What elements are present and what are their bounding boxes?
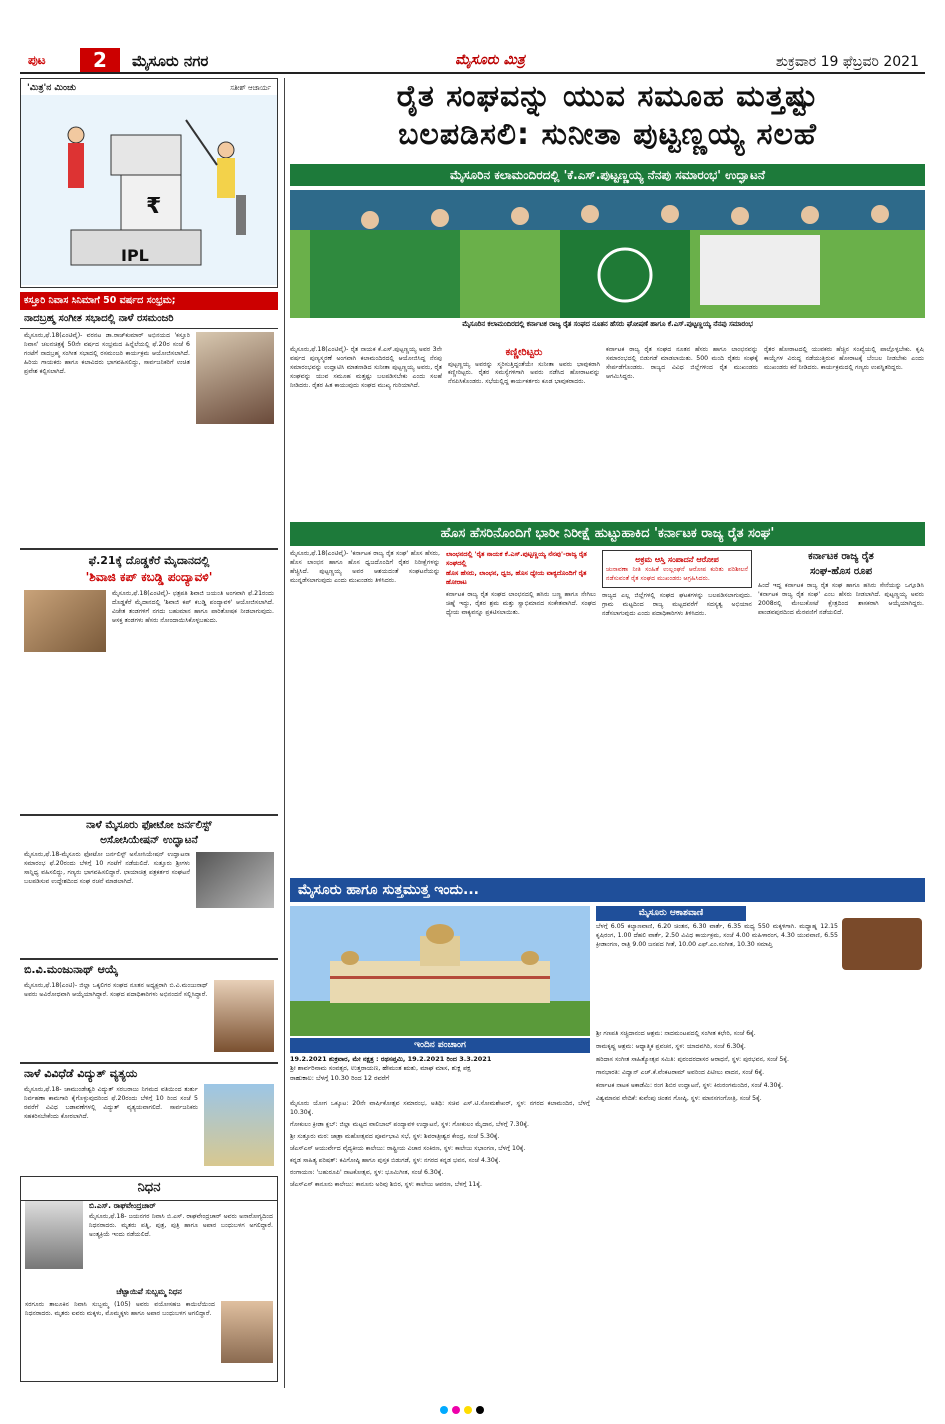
radio-body: ಬೆಳಗ್ಗೆ 6.05 ಕಲ್ಯಾಣವಾಣಿ, 6.20 ಚಿಂತನ, 6.30 ವಾರ್ತೆ, 6.35 ಮಧ್ಯ 550 ಮಕ್ಕಳಿಗಾಗಿ. ಮಧ್ಯಾಹ್ನ 12.15 ಕೃಷಿರಂಗ, 1.00 ದೆಹಲಿ ವಾರ್ತೆ, 2.50 ವಿವಿಧ ಕಾರ್ಯಕ್ರಮ, ಸಂಜೆ 4.00 ಮಹಿಳಾರಂಗ, 4.30 ಯುವವಾಣಿ, 6.55 ಕ್ರೀಡಾಂಗಣ, ರಾತ್ರಿ 9.00 ಜನಪದ ಗೀತೆ, 10.00 ಎಫ್.ಎಂ.ಸಂಗೀತ, 10.30 ಸಮಾಪ್ತಿ [596,923,838,949]
radio-box [596,906,924,1024]
lead-photo [290,190,925,318]
manjunath-photo [214,980,274,1052]
radio-title: ಮೈಸೂರು ಆಕಾಶವಾಣಿ [596,906,746,921]
obituary-body-2: ಸರಗೂರು ತಾಲೂಕಿನ ನಿವಾಸಿ ಸುಬ್ಬಮ್ಮ (105) ಅವರು ವಯೋಸಹಜ ಕಾಯಿಲೆಯಿಂದ ನಿಧನರಾದರು. ಮೃತರು ಐವರು ಮಕ್ಕಳು, ಮೊಮ್ಮಕ್ಕಳು ಹಾಗೂ ಅಪಾರ ಬಂಧುಬಳಗ ಅಗಲಿದ್ದಾರೆ. [25,1301,215,1317]
listing-item: ರಾಮಕೃಷ್ಣ ಆಶ್ರಮ: ಆಧ್ಯಾತ್ಮಿಕ ಪ್ರವಚನ, ಸ್ಥಳ: ಯಾದವಗಿರಿ, ಸಂಜೆ 6.30ಕ್ಕೆ. [596,1042,746,1050]
page-header [20,48,925,74]
lead-photo-caption: ಮೈಸೂರಿನ ಕಲಾಮಂದಿರದಲ್ಲಿ ಕರ್ನಾಟಕ ರಾಜ್ಯ ರೈತ ಸಂಘದ ನೂತನ ಹೆಸರು ಘೋಷಣೆ ಹಾಗೂ ಕೆ.ಎಸ್.ಪುಟ್ಟಣ್ಣಯ್ಯ ನೆನಪು ಸಮಾರಂಭ [462,320,753,328]
listing-item: ಜೆಎಸ್‌ಎಸ್ ಆಯುರ್ವೇದ ವೈದ್ಯಕೀಯ ಕಾಲೇಜು: ರಾಷ್ಟ್ರೀಯ ವಿಚಾರ ಸಂಕಿರಣ, ಸ್ಥಳ: ಕಾಲೇಜು ಸಭಾಂಗಣ, ಬೆಳಗ್ಗೆ 10ಕ್ಕೆ. [290,1144,526,1152]
sangha-col2 [446,550,596,872]
manjunath-headline: ಬಿ.ವಿ.ಮಂಜುನಾಥ್ ಆಯ್ಕೆ [24,963,119,976]
power-tower-photo [204,1084,274,1166]
listings-intro: ಮೈಸೂರು ಯೋಗ ಒಕ್ಕೂಟ: 20ನೇ ವಾರ್ಷಿಕೋತ್ಸವ ಸಮಾರಂಭ, ಅತಿಥಿ: ಸಚಿವ ಎಸ್.ಟಿ.ಸೋಮಶೇಖರ್, ಸ್ಥಳ: ನಗರದ ಕಲಾಮಂದಿರ, ಬೆಳಗ್ಗೆ 10.30ಕ್ಕೆ. [290,1100,590,1116]
column-rule [284,78,285,1388]
registration-dot [476,1406,484,1414]
panchanga-line-1: 19.2.2021 ಶುಕ್ರವಾರ, ಮೇ ನಕ್ಷತ್ರ : ರಥಸಪ್ತಮಿ, 19.2.2021 ರಿಂದ 3.3.2021 [290,1055,492,1064]
page-label: ಪುಟ [28,53,46,67]
sangha-alert-box [602,550,752,588]
kabaddi-body: ಮೈಸೂರು,ಫೆ.18(ಎಂಟಿವೈ)- ಛತ್ರಪತಿ ಶಿವಾಜಿ ಜಯಂತಿ ಅಂಗವಾಗಿ ಫೆ.21ರಂದು ದೊಡ್ಡಕೆರೆ ಮೈದಾನದಲ್ಲಿ 'ಶಿವಾಜಿ ಕಪ್ ಕಬಡ್ಡಿ ಪಂದ್ಯಾವಳಿ' ಆಯೋಜಿಸಲಾಗಿದೆ. ವಿಜೇತ ತಂಡಗಳಿಗೆ ನಗದು ಬಹುಮಾನ ಹಾಗೂ ಪಾರಿತೋಷಕ ನೀಡಲಾಗುವುದು. ಆಸಕ್ತ ತಂಡಗಳು ಹೆಸರು ನೋಂದಾಯಿಸಿಕೊಳ್ಳಬಹುದು. [112,590,274,625]
lead-body-col1: ಮೈಸೂರು,ಫೆ.18(ಎಂಟಿವೈ)- ರೈತ ನಾಯಕ ಕೆ.ಎಸ್.ಪುಟ್ಟಣ್ಣಯ್ಯ ಅವರ 3ನೇ ವರ್ಷದ ಪುಣ್ಯಸ್ಮರಣೆ ಅಂಗವಾಗಿ ಕಲಾಮಂದಿರದಲ್ಲಿ ಆಯೋಜಿಸಿದ್ದ ನೆನಪು ಸಮಾರಂಭವನ್ನು ಉದ್ಘಾಟಿಸಿ ಮಾತನಾಡಿದ ಸುನೀತಾ ಪುಟ್ಟಣ್ಣಯ್ಯ ಅವರು, ರೈತ ಸಂಘವನ್ನು ಯುವ ಸಮೂಹ ಮತ್ತಷ್ಟು ಬಲಪಡಿಸಬೇಕು ಎಂದು ಸಲಹೆ ನೀಡಿದರು. ರೈತರ ಹಿತ ಕಾಯುವುದು ಸಂಘದ ಮುಖ್ಯ ಗುರಿಯಾಗಿದೆ. [290,346,442,389]
listing-item: ಕರ್ನಾಟಕ ನಾಟಕ ಅಕಾಡೆಮಿ: ರಂಗ ಶಿಬಿರ ಉದ್ಘಾಟನೆ, ಸ್ಥಳ: ಕಿರುರಂಗಮಂದಿರ, ಸಂಜೆ 4.30ಕ್ಕೆ. [596,1081,784,1089]
radio-icon [842,918,922,970]
listing-item: ಶ್ರೀ ಸುತ್ತೂರು ಮಠ: ಜಾತ್ರಾ ಮಹೋತ್ಸವದ ಪೂರ್ವಭಾವಿ ಸಭೆ, ಸ್ಥಳ: ಶಿವರಾತ್ರೀಶ್ವರ ಕೇಂದ್ರ, ಸಂಜೆ 5.30ಕ್ಕೆ. [290,1132,500,1140]
cartoon-artist: ಸತೀಶ್ ಆಚಾರ್ಯ [230,84,271,92]
lead-subhead: ಮೈಸೂರಿನ ಕಲಾಮಂದಿರದಲ್ಲಿ 'ಕೆ.ಎಸ್.ಪುಟ್ಟಣ್ಣಯ್ಯ ನೆನಪು ಸಮಾರಂಭ' ಉದ್ಘಾಟನೆ [290,164,925,186]
lead-photo-illustration [290,190,925,318]
obituary-section [20,1176,278,1382]
today-banner: ಮೈಸೂರು ಹಾಗೂ ಸುತ್ತಮುತ್ತ ಇಂದು... [290,878,925,902]
cartoon-label: IPL [121,246,149,265]
listings-right [596,1030,924,1386]
sangha-banner: ಹೊಸ ಹೆಸರಿನೊಂದಿಗೆ ಭಾರೀ ನಿರೀಕ್ಷೆ ಹುಟ್ಟುಹಾಕಿದ 'ಕರ್ನಾಟಕ ರಾಜ್ಯ ರೈತ ಸಂಘ' [290,522,925,546]
lead-body-col3: ಕರ್ನಾಟಕ ರಾಜ್ಯ ರೈತ ಸಂಘದ ನೂತನ ಹೆಸರು ಹಾಗೂ ಲಾಂಛನವನ್ನು ಸಮಾರಂಭದಲ್ಲಿ ಬಿಡುಗಡೆ ಮಾಡಲಾಯಿತು. 500 ಮಂದಿ ರೈತರು ಸಂಘಕ್ಕೆ ಸೇರ್ಪಡೆಗೊಂಡರು. ರಾಜ್ಯದ ವಿವಿಧ ಜಿಲ್ಲೆಗಳಿಂದ ರೈತ ಮುಖಂಡರು ಆಗಮಿಸಿದ್ದರು. [606,346,758,380]
kasturi-story [20,292,278,544]
registration-dot [440,1406,448,1414]
sangha-col3-text: ರಾಜ್ಯದ ಎಲ್ಲ ಜಿಲ್ಲೆಗಳಲ್ಲಿ ಸಂಘದ ಘಟಕಗಳನ್ನು ಬಲಪಡಿಸಲಾಗುವುದು. ಗ್ರಾಮ ಮಟ್ಟದಿಂದ ರಾಜ್ಯ ಮಟ್ಟದವರೆಗೆ ಸದಸ್ಯತ್ವ ಅಭಿಯಾನ ನಡೆಸಲಾಗುವುದು ಎಂದು ಪದಾಧಿಕಾರಿಗಳು ತಿಳಿಸಿದರು. [602,591,752,617]
kabaddi-story [20,548,278,810]
page-number: 2 [80,48,120,72]
obituary-body-1: ಮೈಸೂರು,ಫೆ.18- ಜಯನಗರ ನಿವಾಸಿ ಬಿ.ಎಸ್. ರಾಘವೇಂದ್ರಚಾರ್ ಅವರು ಅನಾರೋಗ್ಯದಿಂದ ನಿಧನರಾದರು. ಮೃತರು ಪತ್ನಿ, ಪುತ್ರ, ಪುತ್ರಿ ಹಾಗೂ ಅಪಾರ ಬಂಧುಬಳಗ ಅಗಲಿದ್ದಾರೆ. ಅಂತ್ಯಕ್ರಿಯೆ ಇಂದು ನಡೆಯಲಿದೆ. [89,1213,273,1238]
listing-item: ಕನ್ನಡ ಸಾಹಿತ್ಯ ಪರಿಷತ್: ಕವಿಗೋಷ್ಠಿ ಹಾಗೂ ಪುಸ್ತಕ ಬಿಡುಗಡೆ, ಸ್ಥಳ: ನಗರದ ಕನ್ನಡ ಭವನ, ಸಂಜೆ 4.30ಕ್ಕೆ. [290,1156,501,1164]
sangha-col1: ಮೈಸೂರು,ಫೆ.18(ಎಂಟಿವೈ)- 'ಕರ್ನಾಟಕ ರಾಜ್ಯ ರೈತ ಸಂಘ' ಹೊಸ ಹೆಸರು, ಹೊಸ ಲಾಂಛನ ಹಾಗೂ ಹೊಸ ಧ್ವಜದೊಂದಿಗೆ ರೈತರ ನಿರೀಕ್ಷೆಗಳನ್ನು ಹೆಚ್ಚಿಸಿದೆ. ಪುಟ್ಟಣ್ಣಯ್ಯ ಅವರ ಆಶಯದಂತೆ ಸಂಘಟನೆಯನ್ನು ಮುನ್ನಡೆಸಲಾಗುವುದು ಎಂದು ಮುಖಂಡರು ತಿಳಿಸಿದರು. [290,550,440,584]
panchanga-line-3: ರಾಹುಕಾಲ: ಬೆಳಗ್ಗೆ 10.30 ರಿಂದ 12 ರವರೆಗೆ [290,1073,390,1082]
sangha-bullet-1: ಲಾಂಛನದಲ್ಲಿ 'ರೈತ ನಾಯಕ ಕೆ.ಎಸ್.ಪುಟ್ಟಣ್ಣಯ್ಯ ನೆನಪು'-ರಾಜ್ಯ ರೈತ ಸಂಘದಲ್ಲಿ [446,550,587,568]
registration-dot [452,1406,460,1414]
rupee-symbol: ₹ [146,194,162,219]
lead-headline-2: ಬಲಪಡಿಸಲಿ: ಸುನೀತಾ ಪುಟ್ಟಣ್ಣಯ್ಯ ಸಲಹೆ [398,117,817,152]
listing-item: ಹರಿದಾಸ ಸಂಗೀತ ಸಾಹಿತ್ಯೋತ್ಸವ ಸಮಿತಿ: ಪುರಂದರದಾಸರ ಆರಾಧನೆ, ಸ್ಥಳ: ಪುರಭವನ, ಸಂಜೆ 5ಕ್ಕೆ. [596,1055,789,1063]
photojournalist-headline-1: ನಾಳೆ ಮೈಸೂರು ಫೋಟೋ ಜರ್ನಲಿಸ್ಟ್ [86,819,212,831]
registration-dot [464,1406,472,1414]
kabaddi-headline: ಫೆ.21ಕ್ಕೆ ದೊಡ್ಡಕೆರೆ ಮೈದಾನದಲ್ಲಿ [88,554,210,567]
panchanga-line-2: ಶ್ರೀ ಶಾರ್ವರಿನಾಮ ಸಂವತ್ಸರ, ಉತ್ತರಾಯಣ, ಹೇಮಂತ ಋತು, ಮಾಘ ಮಾಸ, ಶುಕ್ಲ ಪಕ್ಷ [290,1064,471,1073]
obituary-photo-2 [221,1301,273,1363]
manjunath-body: ಮೈಸೂರು,ಫೆ.18(ಎಂಟಿ)- ಜಿಲ್ಲಾ ಒಕ್ಕಲಿಗರ ಸಂಘದ ನೂತನ ಅಧ್ಯಕ್ಷರಾಗಿ ಬಿ.ವಿ.ಮಂಜುನಾಥ್ ಅವರು ಅವಿರೋಧವಾಗಿ ಆಯ್ಕೆಯಾಗಿದ್ದಾರೆ. ಸಂಘದ ಪದಾಧಿಕಾರಿಗಳು ಅಭಿನಂದನೆ ಸಲ್ಲಿಸಿದ್ದಾರೆ. [24,981,208,998]
photojournalist-headline-2: ಅಸೋಸಿಯೇಷನ್ ಉದ್ಘಾಟನೆ [100,834,198,847]
obituary-name-2: ಚೆಟ್ಟಾಯಿಪೆ ಸುಬ್ಬಮ್ಮ ನಿಧನ [116,1287,182,1296]
listing-item: ಗಾನಭಾರತಿ: ವಿದ್ವಾನ್ ಎಚ್.ಕೆ.ವೆಂಕಟರಾಮ್ ಅವರಿಂದ ಪಿಟೀಲು ವಾದನ, ಸಂಜೆ 6ಕ್ಕೆ. [596,1068,765,1076]
sangha-col2-text: ಕರ್ನಾಟಕ ರಾಜ್ಯ ರೈತ ಸಂಘದ ಲಾಂಛನದಲ್ಲಿ ಹಸಿರು ಬಣ್ಣ ಹಾಗೂ ನೇಗಿಲು ಚಿಹ್ನೆ ಇದ್ದು, ರೈತರ ಶ್ರಮ ಮತ್ತು ಸ್ವಾಭಿಮಾನದ ಸಂಕೇತವಾಗಿದೆ. ಸಂಘದ ಧ್ಯೇಯ ವಾಕ್ಯವನ್ನೂ ಪ್ರಕಟಿಸಲಾಯಿತು. [446,590,596,616]
listing-item: ಜೆಎಸ್‌ಎಸ್ ಕಾನೂನು ಕಾಲೇಜು: ಕಾನೂನು ಅರಿವು ಶಿಬಿರ, ಸ್ಥಳ: ಕಾಲೇಜು ಆವರಣ, ಬೆಳಗ್ಗೆ 11ಕ್ಕೆ. [290,1180,482,1188]
listing-item: ವಿಶ್ವಮಾನವ ವೇದಿಕೆ: ಕುವೆಂಪು ಚಿಂತನ ಗೋಷ್ಠಿ, ಸ್ಥಳ: ಮಾನಸಗಂಗೋತ್ರಿ, ಸಂಜೆ 5ಕ್ಕೆ. [596,1094,762,1102]
palace-illustration [290,906,590,1036]
power-body: ಮೈಸೂರು,ಫೆ.18- ಚಾಮುಂಡೇಶ್ವರಿ ವಿದ್ಯುತ್ ಸರಬರಾಜು ನಿಗಮದ ವತಿಯಿಂದ ತುರ್ತು ನಿರ್ವಹಣಾ ಕಾಮಗಾರಿ ಕೈಗೊಳ್ಳುವುದರಿಂದ ಫೆ.20ರಂದು ಬೆಳಿಗ್ಗೆ 10 ರಿಂದ ಸಂಜೆ 5 ರವರೆಗೆ ವಿವಿಧ ಬಡಾವಣೆಗಳಲ್ಲಿ ವಿದ್ಯುತ್ ವ್ಯತ್ಯಯವಾಗಲಿದೆ. ಸಾರ್ವಜನಿಕರು ಸಹಕರಿಸಬೇಕೆಂದು ಕೋರಲಾಗಿದೆ. [24,1085,198,1120]
photojournalist-body: ಮೈಸೂರು,ಫೆ.18-ಮೈಸೂರು ಫೋಟೋ ಜರ್ನಲಿಸ್ಟ್ ಅಸೋಸಿಯೇಷನ್ ಉದ್ಘಾಟನಾ ಸಮಾರಂಭ ಫೆ.20ರಂದು ಬೆಳಿಗ್ಗೆ 10 ಗಂಟೆಗೆ ನಡೆಯಲಿದೆ. ಸುತ್ತೂರು ಶ್ರೀಗಳು ಸಾನ್ನಿಧ್ಯ ವಹಿಸಲಿದ್ದು, ಗಣ್ಯರು ಭಾಗವಹಿಸಲಿದ್ದಾರೆ. ಛಾಯಾಚಿತ್ರ ಪತ್ರಕರ್ತರ ಸಂಘಟನೆ ಬಲಪಡಿಸುವ ಉದ್ದೇಶದಿಂದ ಸಂಘ ರಚನೆ ಮಾಡಲಾಗಿದೆ. [24,851,190,886]
sangha-alert-body: ಚುನಾವಣಾ ನೀತಿ ಸಂಹಿತೆ ಉಲ್ಲಂಘನೆ ಆರೋಪ ಕುರಿತು ಪರಿಶೀಲನೆ ನಡೆಸುವಂತೆ ರೈತ ಸಂಘದ ಮುಖಂಡರು ಆಗ್ರಹಿಸಿದರು. [606,565,748,582]
cartoon-panel [20,78,278,288]
obituary-title: ನಿಧನ [21,1177,277,1201]
sangha-side-body: ಹಿಂದೆ ಇದ್ದ ಕರ್ನಾಟಕ ರಾಜ್ಯ ರೈತ ಸಂಘ ಹಾಗೂ ಹಸಿರು ಸೇನೆಯನ್ನು ಒಗ್ಗೂಡಿಸಿ 'ಕರ್ನಾಟಕ ರಾಜ್ಯ ರೈತ ಸಂಘ' ಎಂಬ ಹೆಸರು ನೀಡಲಾಗಿದೆ. ಪುಟ್ಟಣ್ಣಯ್ಯ ಅವರು 2008ರಲ್ಲಿ ಮೇಲುಕೋಟೆ ಕ್ಷೇತ್ರದಿಂದ ಶಾಸಕರಾಗಿ ಆಯ್ಕೆಯಾಗಿದ್ದರು. ಪಾಂಡವಪುರದಿಂದ ಮೆರವಣಿಗೆ ನಡೆಯಲಿದೆ. [758,582,924,616]
lead-body-col2 [448,346,600,516]
power-headline: ನಾಳೆ ವಿವಿಧೆಡೆ ವಿದ್ಯುತ್ ವ್ಯತ್ಯಯ [24,1067,138,1080]
kasturi-body: ಮೈಸೂರು,ಫೆ.18(ಎಂಟಿವೈ)- ವರನಟ ಡಾ.ರಾಜ್‌ಕುಮಾರ್ ಅಭಿನಯದ 'ಕಸ್ತೂರಿ ನಿವಾಸ' ಚಲನಚಿತ್ರಕ್ಕೆ 50ನೇ ವರ್ಷದ ಸಂಭ್ರಮದ ಹಿನ್ನೆಲೆಯಲ್ಲಿ ಫೆ.20ರ ಸಂಜೆ 6 ಗಂಟೆಗೆ ನಾದಬ್ರಹ್ಮ ಸಂಗೀತ ಸಭಾದಲ್ಲಿ ರಸಮಂಜರಿ ಕಾರ್ಯಕ್ರಮ ಆಯೋಜಿಸಲಾಗಿದೆ. ಹಿರಿಯ ಗಾಯಕರು ಹಾಗೂ ಕಲಾವಿದರು ಭಾಗವಹಿಸಲಿದ್ದು, ಸಾರ್ವಜನಿಕರಿಗೆ ಉಚಿತ ಪ್ರವೇಶ ಕಲ್ಪಿಸಲಾಗಿದೆ. [24,332,190,376]
kasturi-subhead: ನಾದಬ್ರಹ್ಮ ಸಂಗೀತ ಸಭಾದಲ್ಲಿ ನಾಳೆ ರಸಮಂಜರಿ [20,310,278,330]
sangha-col3 [602,550,752,872]
sangha-side-title-1: ಕರ್ನಾಟಕ ರಾಜ್ಯ ರೈತ [808,551,874,562]
sangha-bullet-2: ಹೊಸ ಹೆಸರು, ಲಾಂಛನ, ಧ್ವಜ, ಹೊಸ ಧ್ಯೇಯ ವಾಕ್ಯದೊಂದಿಗೆ ರೈತ ಹೋರಾಟ [446,568,587,587]
cartoon-caption: 'ಮಿತ್ರ'ನ ಮಿಂಚು [27,83,77,93]
lead-headline-1: ರೈತ ಸಂಘವನ್ನು ಯುವ ಸಮೂಹ ಮತ್ತಷ್ಟು [396,79,819,114]
kabaddi-photo [24,590,106,652]
power-story [20,1062,278,1172]
obituary-name-1: ಬಿ.ಎಸ್. ರಾಘವೇಂದ್ರಚಾರ್ [89,1201,156,1210]
sangha-side-title-2: ಸಂಘ-ಹೊಸ ರೂಪ [810,565,872,577]
kasturi-headline: ಕಸ್ತೂರಿ ನಿವಾಸ ಸಿನಿಮಾಗೆ 50 ವರ್ಷದ ಸಂಭ್ರಮ; [20,292,278,310]
masthead-brand: ಮೈಸೂರು ಮಿತ್ರ [455,52,525,68]
manjunath-story [20,958,278,1058]
sangha-alert-title: ಅಕ್ರಮ ಆಸ್ತಿ ಸಂಪಾದನೆ ಆರೋಪ [635,555,719,564]
lead-body-col2-text: ಪುಟ್ಟಣ್ಣಯ್ಯ ಅವರನ್ನು ಸ್ಮರಿಸುತ್ತಿದ್ದಂತೆಯೇ ಸುನೀತಾ ಅವರು ಭಾವುಕರಾಗಿ ಕಣ್ಣೀರಿಟ್ಟರು. ರೈತರ ಸಮಸ್ಯೆಗಳಿಗಾಗಿ ಅವರು ನಡೆಸಿದ ಹೋರಾಟವನ್ನು ನೆನಪಿಸಿಕೊಂಡರು. ಸಭೆಯಲ್ಲಿದ್ದ ಕಾರ್ಯಕರ್ತರು ಕೂಡ ಭಾವುಕರಾದರು. [448,360,600,386]
issue-date: ಶುಕ್ರವಾರ 19 ಫೆಬ್ರವರಿ 2021 [775,54,919,70]
lead-headline-block [290,78,925,162]
panchanga-box [290,1038,590,1098]
obituary-photo-1 [25,1201,83,1269]
listing-item: ಗೋಕುಲಂ ಕ್ರೀಡಾ ಕ್ಲಬ್: ಜಿಲ್ಲಾ ಮಟ್ಟದ ವಾಲಿಬಾಲ್ ಪಂದ್ಯಾವಳಿ ಉದ್ಘಾಟನೆ, ಸ್ಥಳ: ಗೋಕುಲಂ ಮೈದಾನ, ಬೆಳಗ್ಗೆ 7.30ಕ್ಕೆ. [290,1120,529,1128]
listing-item: ಶ್ರೀ ಗಣಪತಿ ಸಚ್ಚಿದಾನಂದ ಆಶ್ರಮ: ನಾದಮಂಟಪದಲ್ಲಿ ಸಂಗೀತ ಕಛೇರಿ, ಸಂಜೆ 6ಕ್ಕೆ. [596,1030,756,1037]
panchanga-title: ಇಂದಿನ ಪಂಚಾಂಗ [290,1038,590,1053]
sangha-sidebar [758,550,924,872]
listings-left [290,1100,590,1386]
camera-photo [196,852,274,908]
palace-photo [290,906,590,1036]
kabaddi-subhead: 'ಶಿವಾಜಿ ಕಪ್ ಕಬಡ್ಡಿ ಪಂದ್ಯಾವಳಿ' [85,569,213,584]
kasturi-photo [196,332,274,424]
photojournalist-story [20,814,278,954]
section-name: ಮೈಸೂರು ನಗರ [132,52,209,70]
lead-body-col4: ರೈತರ ಹೋರಾಟದಲ್ಲಿ ಯುವಕರು ಹೆಚ್ಚಿನ ಸಂಖ್ಯೆಯಲ್ಲಿ ಪಾಲ್ಗೊಳ್ಳಬೇಕು. ಕೃಷಿ ಕಾಯ್ದೆಗಳ ವಿರುದ್ಧ ನಡೆಯುತ್ತಿರುವ ಹೋರಾಟಕ್ಕೆ ಬೆಂಬಲ ನೀಡಬೇಕು ಎಂದು ಮುಖಂಡರು ಕರೆ ನೀಡಿದರು. ಕಾರ್ಯಕ್ರಮದಲ್ಲಿ ಗಣ್ಯರು ಉಪಸ್ಥಿತರಿದ್ದರು. [764,346,924,371]
lead-body-col2-title: ಕಣ್ಣೀರಿಟ್ಟರು [505,347,543,358]
cartoon-illustration [21,95,277,285]
listing-item: ರಂಗಾಯಣ: 'ಬಹುರೂಪಿ' ನಾಟಕೋತ್ಸವ, ಸ್ಥಳ: ಭೂಮಿಗೀತ, ಸಂಜೆ 6.30ಕ್ಕೆ. [290,1168,444,1176]
